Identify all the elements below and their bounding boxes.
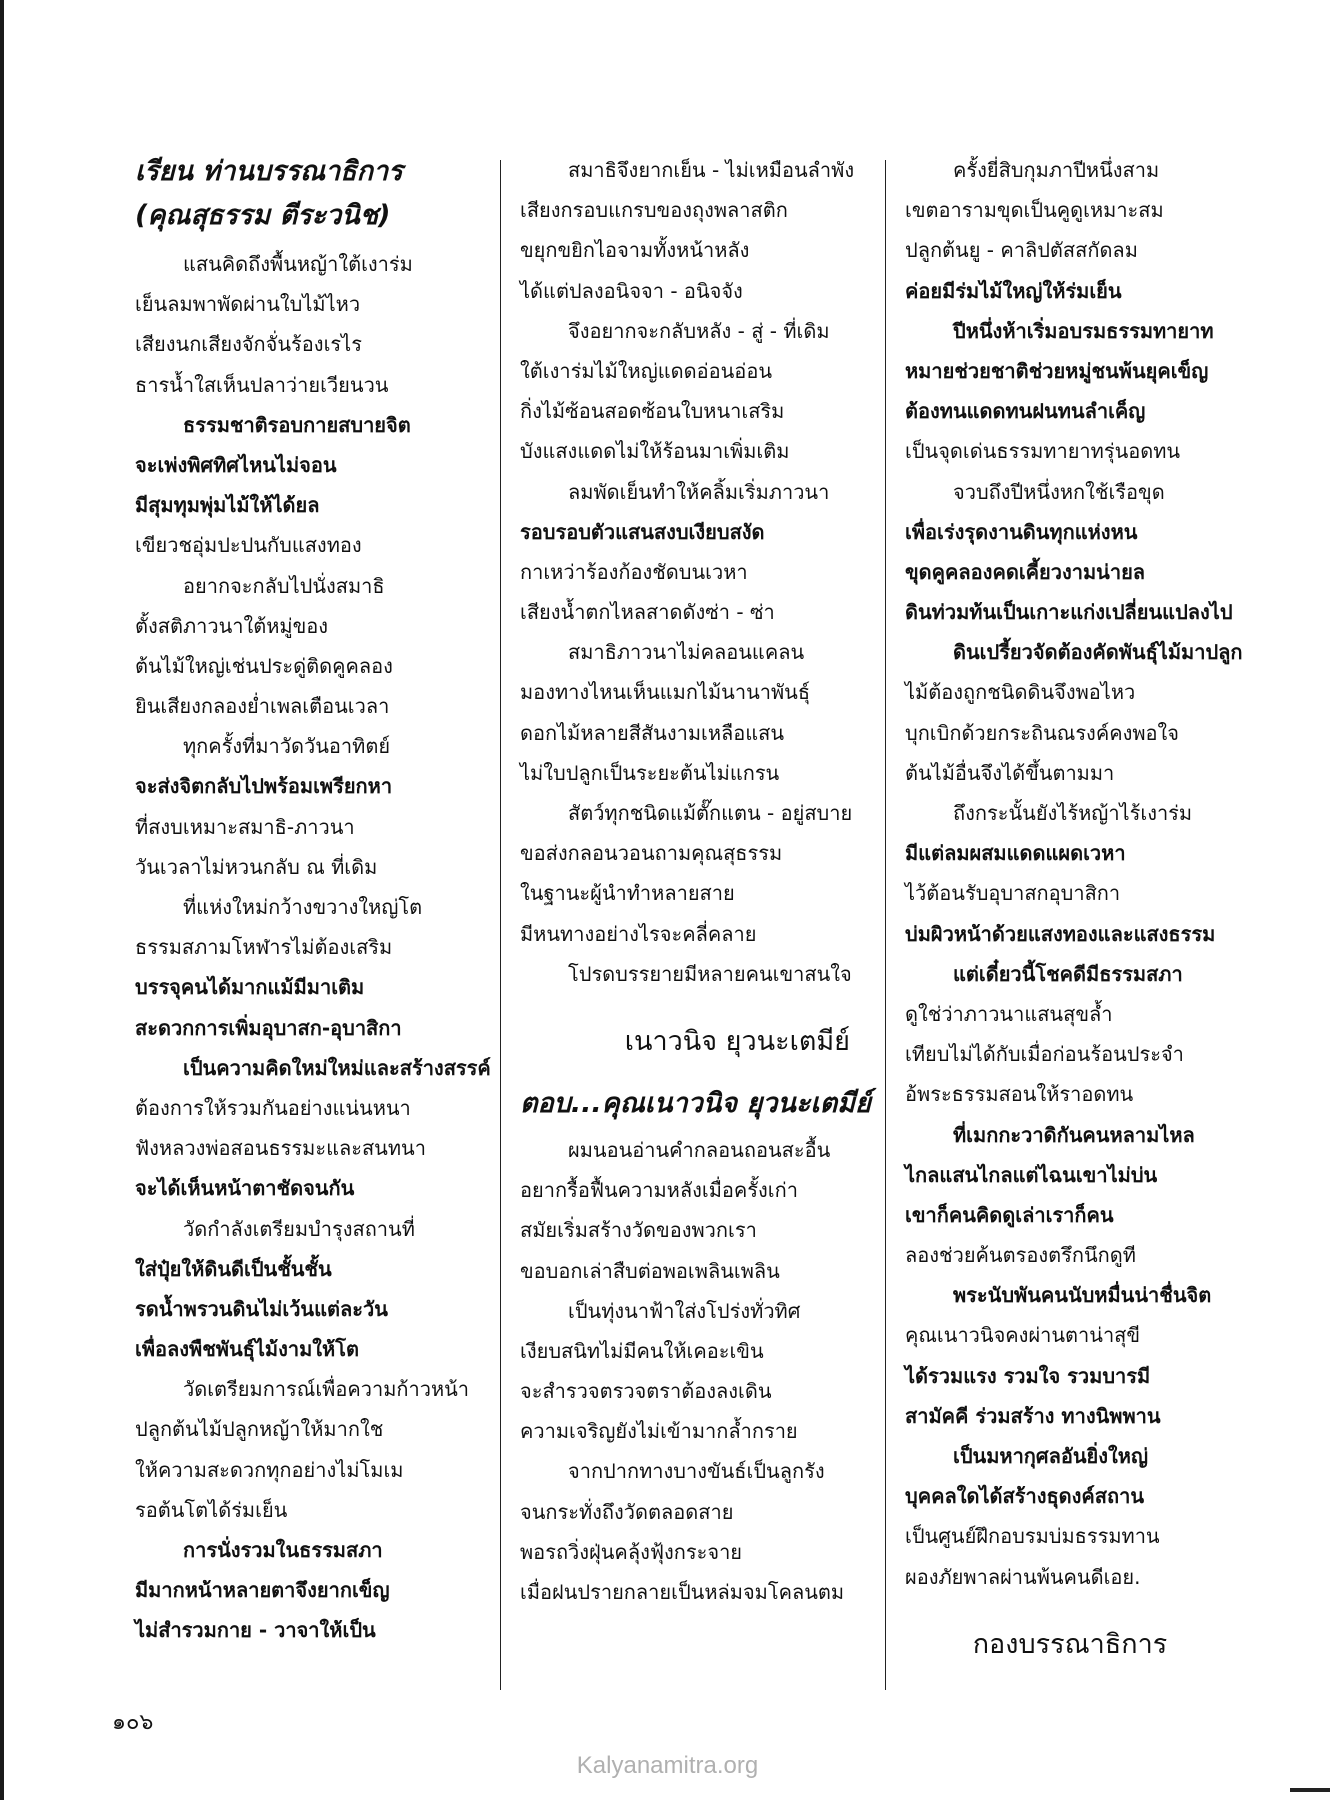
letter-signature: เนาวนิจ ยุวนะเตมีย์ [624, 1025, 850, 1057]
verse-line: ขุดคูคลองคดเคี้ยวงามน่ายล [905, 559, 1146, 584]
verse-line: อยากรื้อฟื้นความหลังเมื่อครั้งเก่า [520, 1178, 798, 1203]
verse-line: สมาธิจึงยากเย็น - ไม่เหมือนลำพัง [568, 158, 855, 182]
reply-verse [520, 1130, 870, 1612]
verse-line: จวบถึงปีหนึ่งหกใช้เรือขุด [953, 479, 1165, 504]
corner-mark [1290, 1788, 1330, 1792]
verse-line: จนกระทั่งถึงวัดตลอดสาย [520, 1499, 734, 1524]
verse-line: เขียวชอุ่มปะปนกับแสงทอง [135, 533, 362, 558]
scan-edge [0, 0, 4, 1800]
column-reply [905, 150, 1243, 1675]
verse-line: ความเจริญยังไม่เข้ามากล้ำกราย [520, 1419, 798, 1444]
verse-line: ฟังหลวงพ่อสอนธรรมะและสนทนา [135, 1136, 426, 1161]
column-divider [885, 160, 886, 1690]
verse-line: ขอส่งกลอนวอนถามคุณสุธรรม [520, 841, 783, 866]
verse-line: ทุกครั้งที่มาวัดวันอาทิตย์ [183, 734, 391, 759]
verse-line: ไม้ต้องถูกชนิดดินจึงพอไหว [905, 680, 1136, 705]
verse-line: จะเพ่งพิศทิศไหนไม่จอน [135, 452, 337, 477]
verse-line: ใส่ปุ๋ยให้ดินดีเป็นชั้นชั้น [135, 1256, 332, 1281]
verse-line: มองทางไหนเห็นแมกไม้นานาพันธุ์ [520, 680, 811, 705]
verse-line: เสียงกรอบแกรบของถุงพลาสติก [520, 198, 788, 223]
verse-line: ปลูกต้นยู - คาลิปตัสสกัดลม [905, 238, 1138, 263]
verse-line: ลองช่วยค้นตรองตรึกนึกดูที [905, 1243, 1136, 1268]
verse-line: สัตว์ทุกชนิดแม้ตั๊กแตน - อยู่สบาย [568, 801, 853, 825]
verse-line: ไว้ต้อนรับอุบาสกอุบาสิกา [905, 881, 1121, 906]
column-letter [135, 150, 490, 1651]
verse-line: ที่แห่งใหม่กว้างขวางใหญ่โต [183, 895, 423, 919]
verse-line: โปรดบรรยายมีหลายคนเขาสนใจ [568, 961, 852, 986]
verse-line: ใต้เงาร่มไม้ใหญ่แดดอ่อนอ่อน [520, 358, 773, 383]
verse-line: ผมนอนอ่านคำกลอนถอนสะอื้น [568, 1137, 831, 1162]
verse-line: จะได้เห็นหน้าตาชัดจนกัน [135, 1176, 355, 1201]
footer-watermark: Kalyanamitra.org [576, 1752, 759, 1779]
verse-line: ที่สงบเหมาะสมาธิ-ภาวนา [135, 814, 355, 839]
verse-line: สามัคคี ร่วมสร้าง ทางนิพพาน [905, 1403, 1161, 1428]
verse-line: อยากจะกลับไปนั่งสมาธิ [183, 573, 385, 598]
verse-line: สมัยเริ่มสร้างวัดของพวกเรา [520, 1218, 757, 1243]
letter-heading-line-2: (คุณสุธรรม ตีระวนิช) [135, 200, 391, 231]
verse-line: จะสำรวจตรวจตราต้องลงเดิน [520, 1379, 772, 1404]
verse-line: ขยุกขยิกไอจามทั้งหน้าหลัง [520, 238, 750, 263]
verse-line: มีสุมทุมพุ่มไม้ให้ได้ยล [135, 493, 320, 518]
verse-line: เย็นลมพาพัดผ่านใบไม้ไหว [135, 292, 361, 317]
reply-signature: กองบรรณาธิการ [972, 1628, 1168, 1660]
verse-line: เมื่อฝนปรายกลายเป็นหล่มจมโคลนตม [520, 1580, 845, 1604]
verse-line: เขตอารามขุดเป็นคูดูเหมาะสม [905, 198, 1164, 223]
verse-line: ต้องทนแดดทนฝนทนลำเค็ญ [905, 399, 1146, 424]
verse-line: บุกเบิกด้วยกระถินณรงค์คงพอใจ [905, 720, 1180, 745]
verse-line: เป็นศูนย์ฝึกอบรมบ่มธรรมทาน [905, 1524, 1160, 1549]
page-number: ๑๐๖ [112, 1710, 154, 1735]
verse-line: เป็นจุดเด่นธรรมทายาทรุ่นอดทน [905, 439, 1181, 464]
verse-line: วันเวลาไม่หวนกลับ ณ ที่เดิม [135, 854, 378, 879]
verse-line: ครั้งยี่สิบกุมภาปีหนึ่งสาม [953, 158, 1160, 182]
verse-line: ที่เมกกะวาดิกันคนหลามไหล [953, 1122, 1195, 1147]
reply-verse-continued [905, 150, 1243, 1597]
verse-line: ผองภัยพาลผ่านพ้นคนดีเอย. [905, 1564, 1141, 1589]
verse-line: พระนับพันคนนับหมื่นน่าชื่นจิต [953, 1283, 1212, 1308]
verse-line: เพื่อลงพืชพันธุ์ไม้งามให้โต [135, 1337, 359, 1362]
verse-line: กาเหว่าร้องก้องชัดบนเวหา [520, 559, 748, 584]
verse-line: ได้แต่ปลงอนิจจา - อนิจจัง [520, 278, 743, 303]
verse-line: ขอบอกเล่าสืบต่อพอเพลินเพลิน [520, 1258, 780, 1283]
verse-line: จึงอยากจะกลับหลัง - สู่ - ที่เดิม [568, 318, 830, 343]
verse-line: จากปากทางบางขันธ์เป็นลูกรัง [568, 1459, 825, 1484]
verse-line: ต้นไม้ใหญ่เช่นประดู่ติดคูคลอง [135, 653, 393, 678]
reply-heading: ตอบ...คุณเนาวนิจ ยุวนะเตมีย์ [520, 1087, 871, 1119]
verse-line: ธรรมสภามโหฬารไม่ต้องเสริม [135, 935, 393, 960]
verse-line: ไม่ใบปลูกเป็นระยะต้นไม่แกรน [520, 760, 780, 785]
column-middle [520, 150, 870, 1612]
verse-line: ธารน้ำใสเห็นปลาว่ายเวียนวน [135, 372, 389, 397]
verse-line: เพื่อเร่งรุดงานดินทุกแห่งหน [905, 519, 1138, 544]
verse-line: มีมากหน้าหลายตาจึงยากเข็ญ [135, 1578, 390, 1603]
verse-line: ปีหนึ่งห้าเริ่มอบรมธรรมทายาท [953, 318, 1214, 343]
verse-line: เทียบไม่ได้กับเมื่อก่อนร้อนประจำ [905, 1042, 1184, 1067]
verse-line: เป็นทุ่งนาฟ้าใส่งโปร่งทั่วทิศ [568, 1298, 801, 1323]
letter-verse [135, 244, 490, 1651]
verse-line: สะดวกการเพิ่มอุบาสก-อุบาสิกา [135, 1015, 402, 1040]
column-divider [500, 160, 501, 1690]
verse-line: แสนคิดถึงพื้นหญ้าใต้เงาร่ม [183, 252, 413, 276]
verse-line: ดินท่วมท้นเป็นเกาะแก่งเปลี่ยนแปลงไป [905, 600, 1233, 625]
verse-line: ได้รวมแรง รวมใจ รวมบารมี [905, 1363, 1151, 1388]
verse-line: บุคคลใดได้สร้างธุดงค์สถาน [905, 1484, 1145, 1509]
verse-line: ถึงกระนั้นยังไร้หญ้าไร้เงาร่ม [953, 801, 1193, 825]
verse-line: หมายช่วยชาติช่วยหมู่ชนพ้นยุคเข็ญ [905, 358, 1209, 383]
verse-line: เป็นความคิดใหม่ใหม่และสร้างสรรค์ [183, 1055, 491, 1080]
verse-line: สมาธิภาวนาไม่คลอนแคลน [568, 640, 805, 665]
verse-line: รอต้นโตได้ร่มเย็น [135, 1497, 288, 1522]
verse-line: บรรจุคนได้มากแม้มีมาเติม [135, 975, 365, 1000]
verse-line: บังแสงแดดไม่ให้ร้อนมาเพิ่มเติม [520, 439, 790, 464]
verse-line: ดูใช่ว่าภาวนาแสนสุขล้ำ [905, 1001, 1113, 1026]
verse-line: วัดกำลังเตรียมบำรุงสถานที่ [183, 1216, 415, 1241]
verse-line: ดินเปรี้ยวจัดต้องคัดพันธุ์ไม้มาปลูก [953, 640, 1243, 665]
verse-line: แต่เดี๋ยวนี้โชคดีมีธรรมสภา [953, 961, 1183, 986]
verse-line: อ้พระธรรมสอนให้ราอดทน [905, 1082, 1134, 1107]
verse-line: เขาก็คนคิดดูเล่าเราก็คน [905, 1202, 1114, 1227]
letter-heading-line-1: เรียน ท่านบรรณาธิการ [135, 156, 403, 187]
verse-line: รดน้ำพรวนดินไม่เว้นแต่ละวัน [135, 1296, 388, 1321]
verse-line: กิ่งไม้ซ้อนสอดซ้อนใบหนาเสริม [520, 399, 785, 424]
letter-verse-continued [520, 150, 870, 994]
verse-line: วัดเตรียมการณ์เพื่อความก้าวหน้า [183, 1377, 470, 1402]
verse-line: ค่อยมีร่มไม้ใหญ่ให้ร่มเย็น [905, 278, 1122, 303]
verse-line: การนั่งรวมในธรรมสภา [183, 1538, 383, 1562]
verse-line: ปลูกต้นไม้ปลูกหญ้าให้มากใช [135, 1417, 384, 1442]
verse-line: ดอกไม้หลายสีสันงามเหลือแสน [520, 720, 785, 745]
verse-line: ต้องการให้รวมกันอย่างแน่นหนา [135, 1095, 411, 1120]
verse-line: เป็นมหากุศลอันยิ่งใหญ่ [953, 1444, 1149, 1468]
verse-line: ต้นไม้อื่นจึงได้ขึ้นตามมา [905, 760, 1115, 785]
verse-line: ยินเสียงกลองย่ำเพลเตือนเวลา [135, 694, 390, 719]
verse-line: ให้ความสะดวกทุกอย่างไม่โมเม [135, 1457, 404, 1482]
verse-line: ไม่สำรวมกาย - วาจาให้เป็น [135, 1618, 376, 1643]
verse-line: ลมพัดเย็นทำให้คลิ้มเริ่มภาวนา [568, 479, 830, 504]
verse-line: ไกลแสนไกลแต่ไฉนเขาไม่บ่น [905, 1162, 1158, 1187]
verse-line: บ่มผิวหน้าด้วยแสงทองและแสงธรรม [905, 921, 1216, 946]
verse-line: ตั้งสติภาวนาใต้หมู่ของ [135, 613, 329, 638]
verse-line: มีแต่ลมผสมแดดแผดเวหา [905, 841, 1126, 866]
verse-line: รอบรอบตัวแสนสงบเงียบสงัด [520, 519, 765, 544]
verse-line: ในฐานะผู้นำทำหลายสาย [520, 881, 735, 906]
verse-line: เสียงน้ำตกไหลสาดดังซ่า - ซ่า [520, 600, 775, 625]
verse-line: คุณเนาวนิจคงผ่านตาน่าสุขี [905, 1323, 1141, 1348]
verse-line: ธรรมชาติรอบกายสบายจิต [183, 412, 411, 437]
verse-line: มีหนทางอย่างไรจะคลี่คลาย [520, 921, 757, 946]
verse-line: พอรถวิ่งฝุ่นคลุ้งฟุ้งกระจาย [520, 1539, 743, 1564]
verse-line: เงียบสนิทไม่มีคนให้เคอะเขิน [520, 1338, 764, 1363]
verse-line: จะส่งจิตกลับไปพร้อมเพรียกหา [135, 774, 393, 799]
verse-line: เสียงนกเสียงจักจั่นร้องเรไร [135, 332, 362, 357]
